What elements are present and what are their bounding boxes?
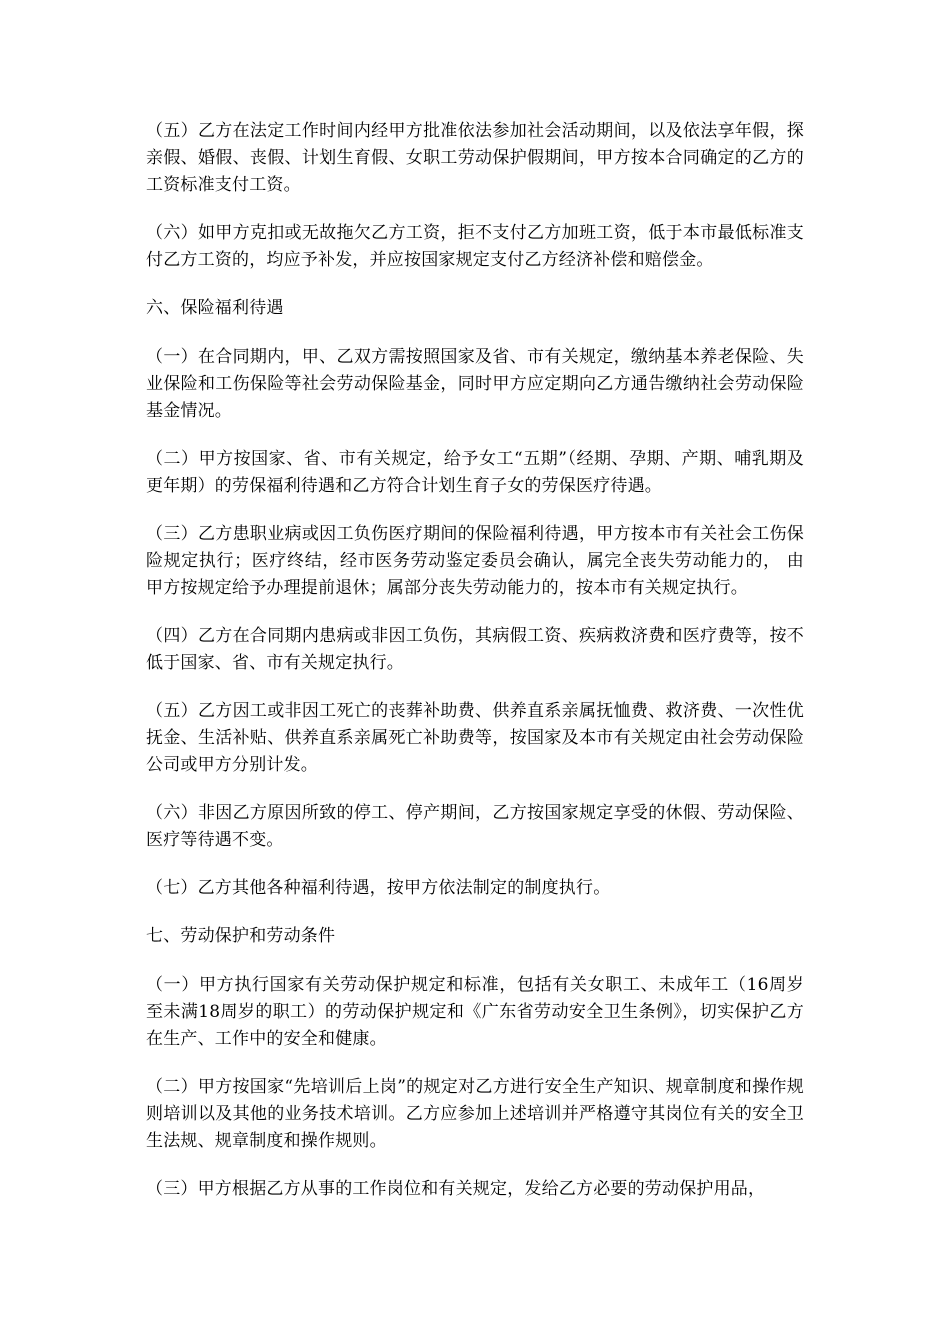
protection-clause-1: （一）甲方执行国家有关劳动保护规定和标准，包括有关女职工、未成年工（16周岁至未满18周岁的职工）的劳动保护规定和《广东省劳动安全卫生条例》，切实保护乙方在生产、工作中的安全和健康。 [146,975,804,1049]
section-heading-labor-protection: 七、劳动保护和劳动条件 [146,926,336,946]
clause-5-paid-leave-wages: （五）乙方在法定工作时间内经甲方批准依法参加社会活动期间，以及依法享年假，探亲假、婚假、丧假、计划生育假、女职工劳动保护假期间，甲方按本合同确定的乙方的工资标准支付工资。 [146,121,804,195]
clause-6-unpaid-wages: （六）如甲方克扣或无故拖欠乙方工资，拒不支付乙方加班工资，低于本市最低标准支付乙方工资的，均应予补发，并应按国家规定支付乙方经济补偿和赔偿金。 [146,223,804,270]
insurance-clause-7: （七）乙方其他各种福利待遇，按甲方依法制定的制度执行。 [146,878,611,898]
insurance-clause-6: （六）非因乙方原因所致的停工、停产期间，乙方按国家规定享受的休假、劳动保险、医疗等待遇不变。 [146,803,804,850]
section-heading-insurance-welfare: 六、保险福利待遇 [146,298,284,318]
insurance-clause-3: （三）乙方患职业病或因工负伤医疗期间的保险福利待遇，甲方按本市有关社会工伤保险规定执行；医疗终结，经市医务劳动鉴定委员会确认，属完全丧失劳动能力的， 由甲方按规定给予办理提前退休；属部分丧失劳动能力的，按本市有关规定执行。 [146,524,804,598]
insurance-clause-5: （五）乙方因工或非因工死亡的丧葬补助费、供养直系亲属抚恤费、救济费、一次性优抚金、生活补贴、供养直系亲属死亡补助费等，按国家及本市有关规定由社会劳动保险公司或甲方分别计发。 [146,701,804,775]
protection-clause-3: （三）甲方根据乙方从事的工作岗位和有关规定，发给乙方必要的劳动保护用品， [146,1179,766,1199]
insurance-clause-1: （一）在合同期内，甲、乙双方需按照国家及省、市有关规定，缴纳基本养老保险、失业保险和工伤保险等社会劳动保险基金，同时甲方应定期向乙方通告缴纳社会劳动保险基金情况。 [146,347,804,421]
insurance-clause-2: （二）甲方按国家、省、市有关规定，给予女工“五期”（经期、孕期、产期、哺乳期及更年期）的劳保福利待遇和乙方符合计划生育子女的劳保医疗待遇。 [146,449,804,496]
protection-clause-2: （二）甲方按国家“先培训后上岗”的规定对乙方进行安全生产知识、规章制度和操作规则培训以及其他的业务技术培训。乙方应参加上述培训并严格遵守其岗位有关的安全卫生法规、规章制度和操作规则。 [146,1077,804,1151]
insurance-clause-4: （四）乙方在合同期内患病或非因工负伤，其病假工资、疾病救济费和医疗费等，按不低于国家、省、市有关规定执行。 [146,626,804,673]
